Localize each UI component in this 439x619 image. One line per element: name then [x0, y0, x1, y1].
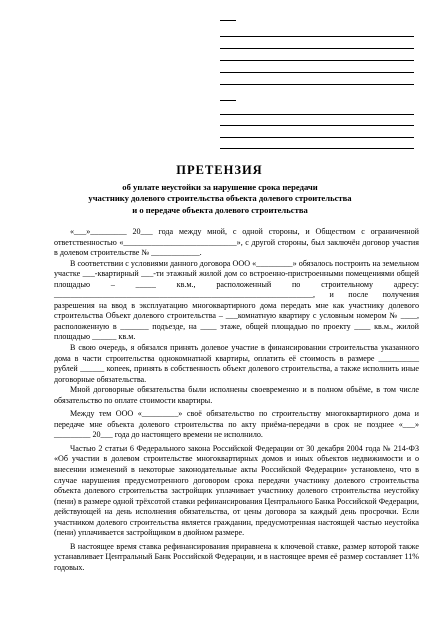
- address-line: [220, 137, 414, 138]
- subtitle-line: об уплате неустойки за нарушение срока передачи: [122, 182, 318, 192]
- subtitle-line: участнику долевого строительства объекта долевого строительства: [88, 193, 352, 204]
- address-line: [220, 36, 414, 37]
- address-line: [220, 48, 414, 49]
- paragraph: Мной договорные обязательства были исполнены своевременно и в полном объёме, в том числе обязательство по оплате стоимости квартиры.: [54, 385, 419, 405]
- subtitle-line: и о передаче объекта долевого строительства: [132, 204, 308, 215]
- address-line: [220, 84, 414, 85]
- address-line: [220, 148, 414, 149]
- paragraph: «___»_________ 20___ года между мной, с одной стороны, и Обществом с ограниченной ответственностью «____________________________», с другой стороны, был заключён договор участия в долевом строительстве № ____________.: [54, 227, 419, 258]
- paragraph: В настоящее время ставка рефинансирования приравнена к ключевой ставке, размер которой также устанавливает Центральный Банк Российской Федерации, и в настоящее время её размер составляет 11% годовых.: [54, 541, 419, 572]
- paragraph: Частью 2 статьи 6 Федерального закона Российской Федерации от 30 декабря 2004 года № 214-ФЗ «Об участии в долевом строительстве многоквартирных домов и иных объектов недвижимости и о внесении изменений в некоторые законодательные акты Российской Федерации» установлено, что в случае нарушения предусмотренного договором срока передачи участнику долевого строительства объекта долевого строительства застройщик уплачивает участнику долевого строительства неустойку (пени) в размере одной трёхсотой ставки рефинансирования Центрального Банка Российской Федерации, действующей на день исполнения обязательства, от цены договора за каждый день просрочки. Если участником долевого строительства является гражданин, предусмотренная настоящей частью неустойка (пени) уплачивается застройщиком в двойном размере.: [54, 443, 419, 538]
- address-line-short: [220, 100, 236, 101]
- address-line: [220, 72, 414, 73]
- paragraph: В свою очередь, я обязался принять долевое участие в финансировании строительства указанного дома в части строительства однокомнатной квартиры, оплатить её стоимость в размере __________ рублей ______ копеек, принять в собственность объект долевого строительства, а также исполнить иные договорные обязательства.: [54, 343, 419, 384]
- document-title: ПРЕТЕНЗИЯ: [176, 163, 263, 177]
- paragraph: В соответствии с условиями данного договора ООО «_________» обязалось построить на земельном участке ___-квартирный ___-ти этажный жилой дом со встроенно-пристроенными помещениями общей площадью – _____ кв.м., расположенный по строительному адресу: ________________________________________________________________, и после получения разрешения на ввод в эксплуатацию многоквартирного дома передать мне как участнику долевого строительства Объект долевого строительства – ___комнатную квартиру с условным номером № ____, расположенную в _______ подъезде, на ____ этаже, общей площадью по проекту ____ кв.м., жилой площадью ______ кв.м.: [54, 258, 419, 342]
- address-line: [220, 60, 414, 61]
- paragraph: Между тем ООО «_________» своё обязательство по строительству многоквартирного дома и передаче мне объекта долевого строительства по акту приёма-передачи в срок не позднее «___» _________ 20___ года до настоящего времени не исполнило.: [54, 409, 419, 440]
- document-body: [54, 227, 419, 574]
- document-subtitle: [60, 182, 380, 216]
- address-line: [220, 125, 414, 126]
- address-line: [220, 114, 414, 115]
- address-line-short: [220, 20, 236, 21]
